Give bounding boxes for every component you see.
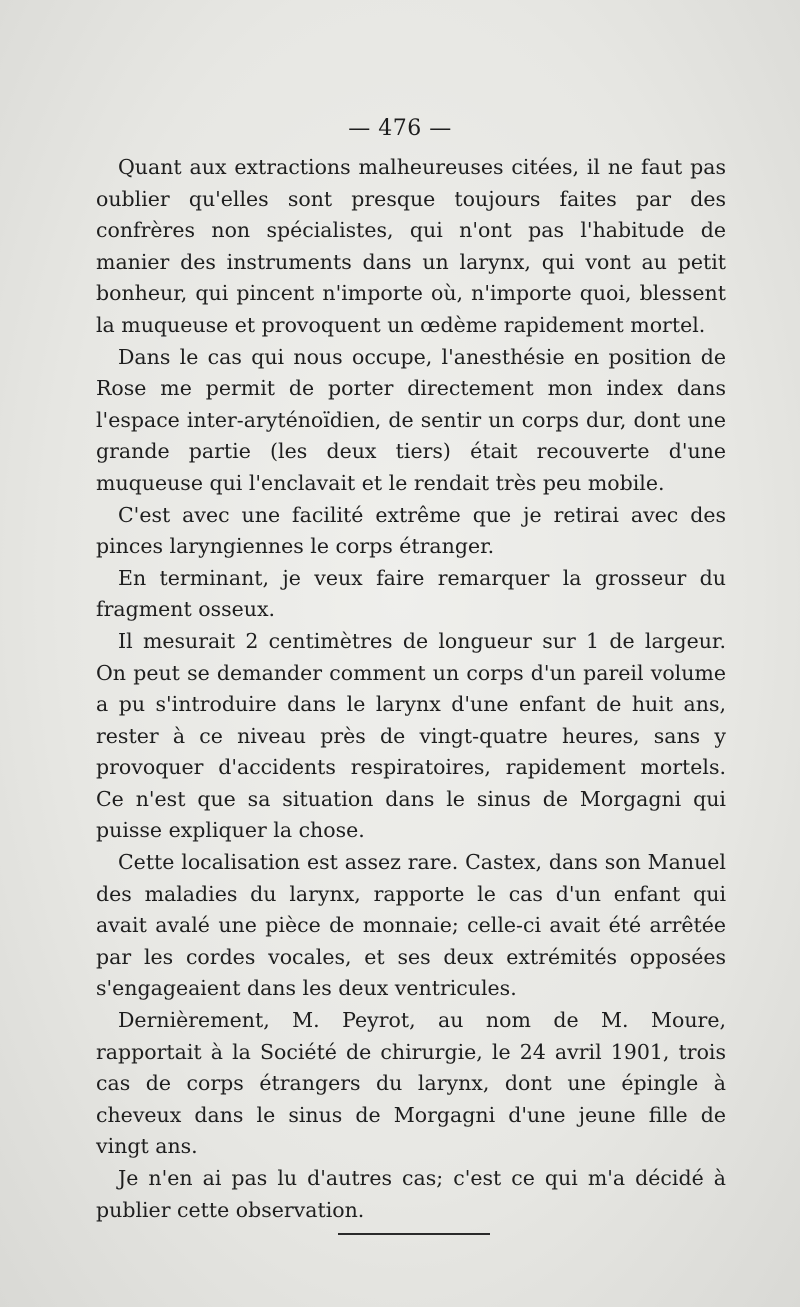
- paragraph: Quant aux extractions malheureuses citées, il ne faut pas oublier qu'elles sont presque toujours faites par des confrères non spécialistes, qui n'ont pas l'habitude de manier des instruments dans un larynx, qui vont au petit bonheur, qui pincent n'importe où, n'importe quoi, blessent la muqueuse et provoquent un œdème rapidement mortel.: [96, 155, 726, 337]
- paragraph: Cette localisation est assez rare. Castex, dans son Manuel des maladies du larynx, rapporte le cas d'un enfant qui avait avalé une pièce de monnaie; celle-ci avait été arrêtée par les cordes vocales, et ses deux extrémités opposées s'engageaient dans les deux ventricules.: [96, 850, 726, 1001]
- end-rule: [338, 1233, 490, 1235]
- paragraph: Dernièrement, M. Peyrot, au nom de M. Moure, rapportait à la Société de chirurgie, le 24 avril 1901, trois cas de corps étrangers du larynx, dont une épingle à cheveux dans le sinus de Morgagni d'une jeune fille de vingt ans.: [96, 1008, 726, 1159]
- paragraph: C'est avec une facilité extrême que je retirai avec des pinces laryngiennes le corps étranger.: [96, 502, 726, 559]
- page-number: — 476 —: [348, 116, 452, 141]
- body-text: [96, 152, 726, 1226]
- paragraph: Je n'en ai pas lu d'autres cas; c'est ce qui m'a décidé à publier cette observation.: [96, 1166, 726, 1222]
- paragraph: Il mesurait 2 centimètres de longueur sur 1 de largeur. On peut se demander comment un corps d'un pareil volume a pu s'introduire dans le larynx d'une enfant de huit ans, rester à ce niveau près de vingt-quatre heures, sans y provoquer d'accidents respiratoires, rapidement mortels. Ce n'est que sa situation dans le sinus de Morgagni qui puisse expliquer la chose.: [96, 628, 726, 843]
- paragraph: Dans le cas qui nous occupe, l'anesthésie en position de Rose me permit de porter directement mon index dans l'espace inter-aryténoïdien, de sentir un corps dur, dont une grande partie (les deux tiers) était recouverte d'une muqueuse qui l'enclavait et le rendait très peu mobile.: [96, 344, 726, 495]
- paragraph: En terminant, je veux faire remarquer la grosseur du fragment osseux.: [96, 565, 726, 622]
